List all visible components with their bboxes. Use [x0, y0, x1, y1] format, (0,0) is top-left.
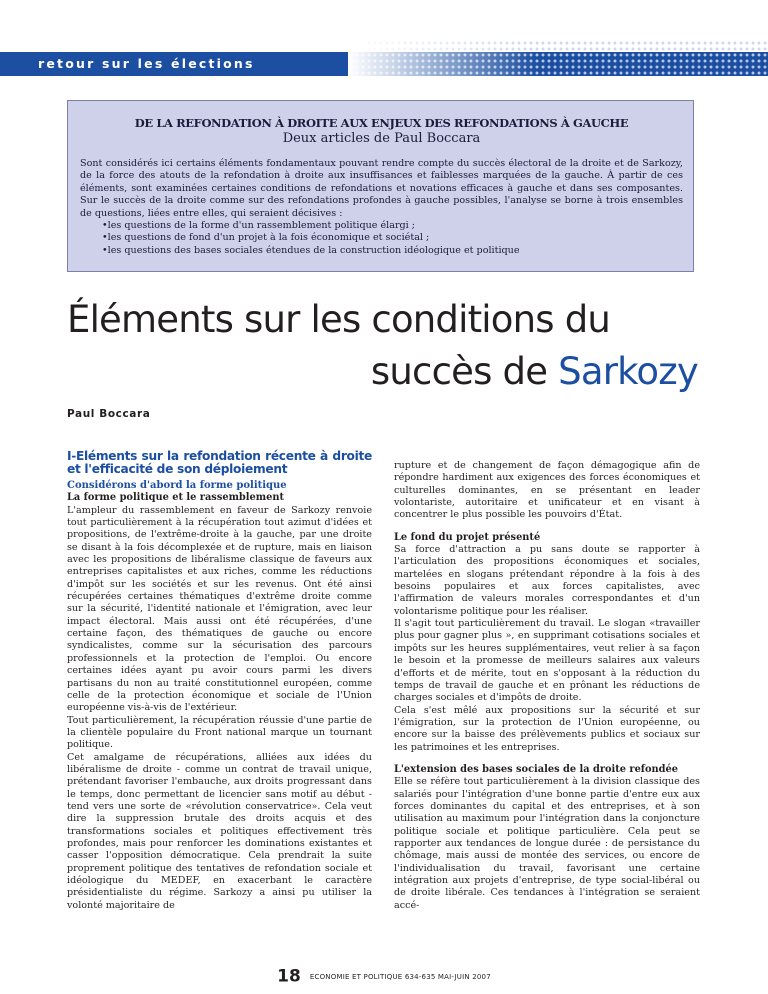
paragraph-heading: L'extension des bases sociales de la droite refondée — [394, 763, 678, 775]
page-number: 18 — [277, 966, 301, 987]
spacer — [394, 754, 700, 764]
box-subtitle: Deux articles de Paul Boccara — [282, 131, 481, 146]
dot-pattern-fade — [348, 40, 768, 76]
paragraph-heading: Le fond du projet présenté — [394, 531, 541, 543]
article-author: Paul Boccara — [67, 408, 151, 420]
page-footer — [0, 966, 768, 987]
article-title-line-2-text: succès de — [370, 350, 559, 393]
section-label: retour sur les élections — [38, 56, 255, 71]
spacer — [394, 522, 700, 532]
box-title: DE LA REFONDATION À DROITE AUX ENJEUX DES REFONDATIONS À GAUCHE — [134, 116, 629, 130]
section-heading: I-Eléments sur la refondation récente à droite et l'efficacité de son déploiement — [67, 449, 372, 476]
paragraph-heading: La forme politique et le rassemblement — [67, 492, 284, 504]
box-bullet-item: • les questions de fond d'un projet à la fois économique et sociétal ; — [102, 232, 672, 244]
paragraph: Elle se réfère tout particulièrement à la division classique des salariés pour l'intégration d'une bonne partie d'entre eux aux forces dominantes du capital et des entreprises, et à son utilisation au maximum pour l'intégration dans la conjoncture politique sociale et politique particulière. Cela peut se rapporter aux tendances de longue durée : de persistance du chômage, mais aussi de montée des services, ou encore de l'individualisation du travail, favorisant une certaine intégration aux projets d'entreprise, de type social-libéral ou de droite libérale. Ces tendances à l'intégration se seraient accé- — [394, 776, 700, 911]
article-title-line-1: Éléments sur les conditions du — [67, 298, 611, 341]
article-title-line-2 — [371, 350, 698, 393]
box-bullet-list — [102, 220, 672, 257]
paragraph: Il s'agit tout particulièrement du travail. Le slogan «travailler plus pour gagner plus », en supprimant cotisations sociales et impôts sur les heures supplémentaires, veut relier à sa façon le besoin et la promesse de meilleurs salaires aux valeurs d'efforts et de mérite, tout en s'opposant à la réduction du temps de travail de gauche et en prônant les réductions de charges sociales et d'impôts de droite. — [394, 618, 700, 704]
journal-name: ECONOMIE ET POLITIQUE 634-635 MAI-JUIN 2007 — [309, 972, 491, 981]
box-bullet-item: • les questions des bases sociales étendues de la construction idéologique et politique — [102, 245, 672, 257]
paragraph: Cet amalgame de récupérations, alliées aux idées du libéralisme de droite - comme un contrat de travail unique, prétendant favoriser l'embauche, aux droits progressant dans le temps, donc permettant de licencier sans motif au début - tend vers une sorte de «révolution conservatrice». Cela veut dire la suppression brutale des droits acquis et des transformations sociales et politiques effectivement très profondes, mais pour renforcer les dominations existantes et casser l'opposition démocratique. Cela prendrait la suite proprement politique des tentatives de refondation sociale et idéologique du MEDEF, en exacerbant le caractère présidentialiste du régime. Sarkozy a ainsi pu utiliser la volonté majoritaire de — [67, 751, 372, 911]
box-bullet-item: • les questions de la forme d'un rassemblement politique élargi ; — [102, 220, 672, 232]
sub-heading: Considérons d'abord la forme politique — [67, 480, 287, 491]
paragraph: Sa force d'attraction a pu sans doute se rapporter à l'articulation des propositions économiques et sociales, martelées en slogans prétendant répondre à la fois à des besoins populaires et aux forces capitalistes, avec l'affirmation de valeurs morales correspondantes et d'un volontarisme politique pour les réaliser. — [394, 544, 700, 617]
left-column — [67, 450, 372, 912]
paragraph: rupture et de changement de façon démagogique afin de répondre hardiment aux exigences des forces économiques et culturelles dominantes, en se présentant en leader volontariste, autoritaire et unificateur et en visant à concentrer le plus possible les pouvoirs d'État. — [394, 460, 700, 521]
paragraph: Tout particulièrement, la récupération réussie d'une partie de la clientèle populaire du Front national marque un tournant politique. — [67, 714, 372, 751]
article-title-highlight: Sarkozy — [558, 350, 698, 393]
box-intro-text: Sont considérés ici certains éléments fondamentaux pouvant rendre compte du succès électoral de la droite et de Sarkozy, de la force des atouts de la refondation à droite aux insuffisances et faiblesses marquées de la gauche. À partir de ces éléments, sont examinées certaines conditions de refondations et novations efficaces à gauche et dans ses composantes. Sur le succès de la droite comme sur des refondations profondes à gauche possibles, l'analyse se borne à trois ensembles de questions, liées entre elles, qui seraient décisives : — [80, 158, 683, 219]
paragraph: Cela s'est mêlé aux propositions sur la sécurité et sur l'émigration, sur la protection de l'Union européenne, ou encore sur la baisse des prélèvements publics et sociaux sur les patrimoines et les entreprises. — [394, 704, 700, 753]
right-column — [394, 460, 700, 912]
intro-box — [67, 100, 694, 272]
top-margin — [0, 0, 768, 36]
paragraph: L'ampleur du rassemblement en faveur de Sarkozy renvoie tout particulièrement à la récupération tout azimut d'idées et propositions, de l'extrême-droite à la gauche, par une droite se disant à la fois décomplexée et de rupture, mais en liaison avec les propositions de libéralisme classique de faveurs aux entreprises capitalistes et aux riches, comme les réductions d'impôt sur les sociétés et sur les revenus. Ont été ainsi récupérées certaines thématiques d'extrême droite comme sur la sécurité, l'identité nationale et l'émigration, avec leur impact électoral. Mais aussi ont été récupérées, d'une certaine façon, des thématiques de gauche ou encore syndicalistes, comme sur la sécurisation des parcours professionnels et la protection de l'emploi. Ou encore certaines idées ayant pu avoir cours parmi les divers partisans du non au traité constitutionnel européen, comme celle de la protection économique et sociale de l'Union européenne vis-à-vis de l'extérieur. — [67, 504, 372, 714]
